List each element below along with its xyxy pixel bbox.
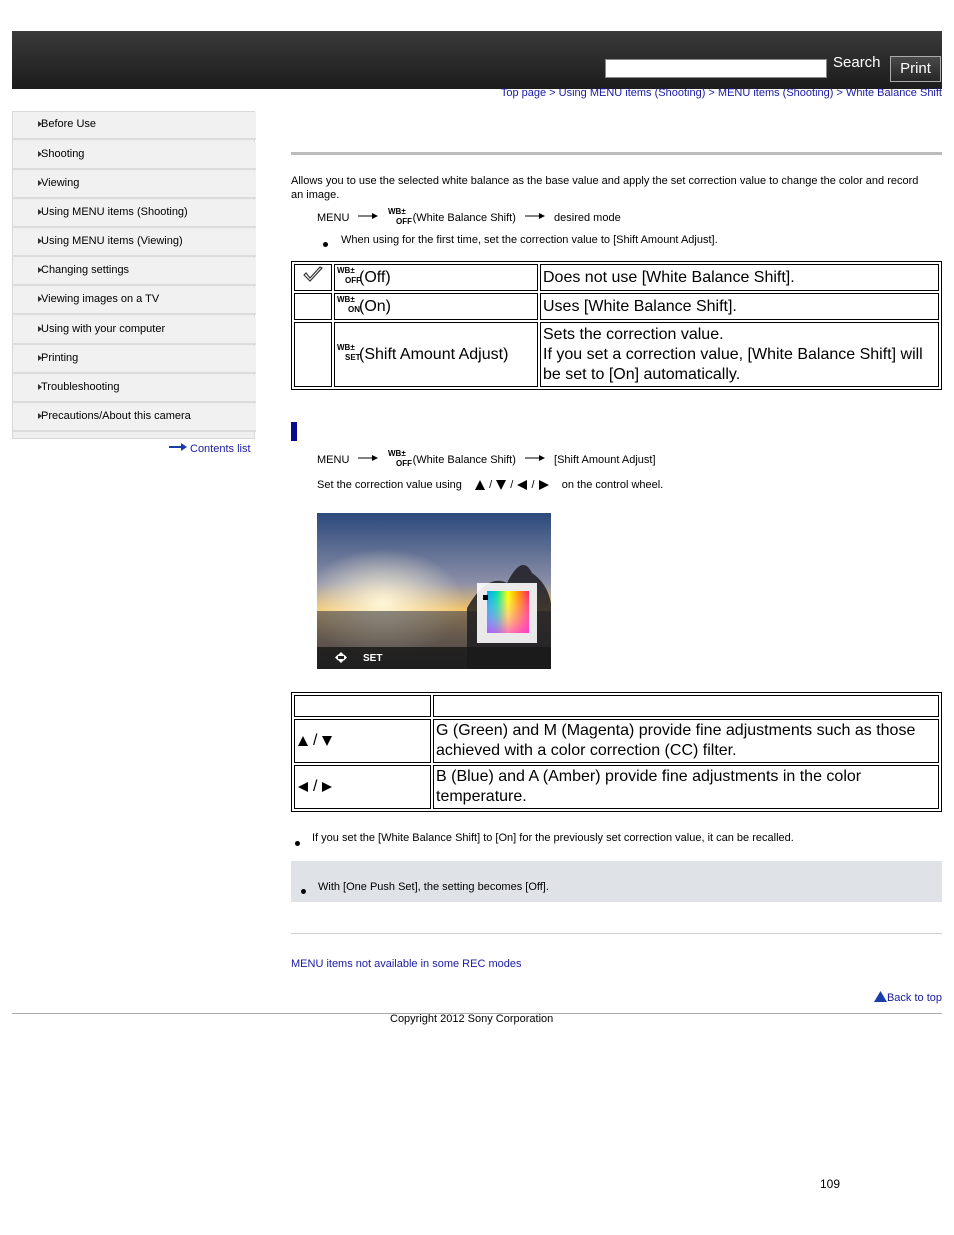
sidebar-item-computer[interactable] (13, 317, 256, 345)
option-label: (Shift Amount Adjust) (359, 345, 509, 363)
table-header-cell (294, 695, 431, 717)
adjust-desc: G (Green) and M (Magenta) provide fine adjustments such as those achieved with a color correction (CC) filter. (433, 719, 939, 763)
table-row (294, 719, 939, 763)
divider (291, 933, 942, 934)
sidebar-item-menu-shooting[interactable] (13, 200, 256, 228)
sidebar-item-label: Precautions/About this camera (41, 410, 191, 422)
checkmark-icon (302, 266, 324, 284)
sidebar-item-label: Shooting (41, 148, 85, 160)
menu-target-label: [Shift Amount Adjust] (554, 453, 656, 466)
table-row (294, 765, 939, 809)
svg-text:OFF: OFF (395, 217, 412, 226)
wb-on-icon (337, 295, 359, 313)
sidebar-item-shooting[interactable] (13, 142, 256, 170)
svg-text:WB±: WB± (337, 266, 355, 276)
sidebar-item-label: Using with your computer (41, 323, 166, 335)
keys-up-down (294, 719, 431, 763)
slash-separator: / (313, 732, 318, 749)
bullet-icon (301, 889, 306, 894)
svg-text:OFF: OFF (395, 459, 412, 468)
adjust-desc: B (Blue) and A (Amber) provide fine adjustments in the color temperature. (433, 765, 939, 809)
intro-text: Allows you to use the selected white balance as the base value and apply the set correction value to change the color and record an image. (291, 175, 919, 201)
checkmark-cell (294, 293, 332, 320)
slash-separator: / (510, 479, 514, 491)
checkmark-cell (294, 264, 332, 291)
bullet-icon (295, 841, 300, 846)
triangle-down-icon (495, 479, 507, 491)
sidebar-item-label: Printing (41, 352, 79, 364)
control-wheel-line (317, 479, 663, 491)
slash-separator: / (313, 778, 318, 795)
checkmark-cell (294, 322, 332, 387)
contents-list-label: Contents list (190, 443, 251, 455)
slash-separator: / (531, 479, 535, 491)
svg-text:ON: ON (348, 305, 360, 315)
sidebar-item-label: Changing settings (41, 264, 130, 276)
contents-list-link[interactable] (169, 443, 251, 455)
menu-path-2 (317, 451, 656, 469)
svg-text:WB±: WB± (387, 207, 406, 216)
breadcrumb-link[interactable]: MENU items (Shooting) (717, 87, 834, 99)
sidebar-item-viewing[interactable] (13, 171, 256, 199)
note-recall: If you set the [White Balance Shift] to [On] for the previously set correction value, it can be recalled. (312, 832, 794, 844)
triangle-up-icon (874, 991, 887, 1002)
sidebar-item-label: Troubleshooting (41, 381, 120, 393)
triangle-left-icon (516, 479, 528, 491)
svg-text:SET: SET (345, 353, 361, 363)
svg-text:OFF: OFF (345, 276, 361, 286)
table-row (294, 293, 939, 320)
copyright: Copyright 2012 Sony Corporation (390, 1013, 554, 1025)
wb-off-icon (388, 449, 410, 467)
screen-set-label: SET (363, 653, 383, 664)
triangle-up-icon (474, 479, 486, 491)
svg-text:WB±: WB± (337, 343, 355, 353)
sidebar-item-changing-settings[interactable] (13, 258, 256, 286)
slash-separator: / (489, 479, 493, 491)
option-desc: Does not use [White Balance Shift]. (540, 264, 939, 291)
search-input[interactable] (605, 59, 827, 78)
menu-target-label: desired mode (554, 211, 621, 224)
sidebar-item-label: Viewing (41, 177, 80, 189)
wb-off-icon (337, 266, 359, 284)
option-desc-line: Sets the correction value. (543, 325, 724, 343)
triangle-up-icon (297, 735, 309, 747)
title-divider (291, 152, 942, 155)
sidebar-item-before-use[interactable] (13, 112, 256, 140)
note-one-push: With [One Push Set], the setting becomes [Off]. (318, 881, 549, 893)
wb-off-icon (388, 207, 410, 225)
svg-text:WB±: WB± (337, 295, 355, 305)
arrow-right-icon (525, 454, 545, 462)
arrow-right-icon (525, 212, 545, 220)
camera-screen-image (317, 513, 551, 669)
control-prefix: Set the correction value using (317, 479, 462, 491)
menu-item-label: (White Balance Shift) (412, 211, 516, 224)
menu-label: MENU (317, 453, 350, 466)
svg-text:WB±: WB± (387, 449, 406, 458)
related-link[interactable]: MENU items not available in some REC modes (291, 958, 522, 970)
sidebar-item-label: Using MENU items (Shooting) (41, 206, 188, 218)
note-first-time: When using for the first time, set the correction value to [Shift Amount Adjust]. (341, 234, 718, 246)
breadcrumb-link[interactable]: Using MENU items (Shooting) (558, 87, 706, 99)
sidebar-item-troubleshooting[interactable] (13, 375, 256, 403)
section-marker (291, 422, 297, 441)
menu-label: MENU (317, 211, 350, 224)
sidebar-nav (12, 111, 255, 439)
options-table (291, 261, 942, 390)
option-cell-on (334, 293, 538, 320)
sidebar-item-label: Before Use (41, 118, 97, 130)
back-to-top-label: Back to top (886, 992, 942, 1004)
back-to-top-link[interactable] (874, 991, 942, 1004)
print-button[interactable]: Print (890, 56, 941, 82)
arrow-right-icon (358, 454, 378, 462)
adjust-table (291, 692, 942, 812)
menu-item-label: (White Balance Shift) (412, 453, 516, 466)
breadcrumb: Top page > Using MENU items (Shooting) > MENU items (Shooting) > White Balance Shift (500, 87, 942, 99)
sidebar-item-menu-viewing[interactable] (13, 229, 256, 257)
menu-path-1 (317, 209, 621, 227)
sidebar-item-precautions[interactable] (13, 404, 256, 432)
table-header-cell (433, 695, 939, 717)
triangle-right-icon (538, 479, 550, 491)
bullet-icon (323, 242, 328, 247)
option-desc (540, 322, 939, 387)
table-row (294, 322, 939, 387)
sidebar-item-label: Using MENU items (Viewing) (41, 235, 183, 247)
control-suffix: on the control wheel. (561, 479, 664, 491)
arrow-right-icon (169, 443, 187, 451)
keys-left-right (294, 765, 431, 809)
triangle-down-icon (321, 735, 333, 747)
arrow-right-icon (358, 212, 378, 220)
option-label: (Off) (359, 268, 391, 286)
table-row (294, 264, 939, 291)
search-button[interactable]: Search (833, 54, 881, 71)
option-cell-set (334, 322, 538, 387)
option-desc: Uses [White Balance Shift]. (540, 293, 939, 320)
option-cell-off (334, 264, 538, 291)
breadcrumb-link[interactable]: White Balance Shift (846, 87, 942, 99)
triangle-left-icon (297, 781, 309, 793)
page-number: 109 (820, 1177, 841, 1191)
option-desc-line: If you set a correction value, [White Balance Shift] will be set to [On] automatically. (543, 345, 923, 383)
wb-set-icon (337, 343, 359, 361)
breadcrumb-link[interactable]: Top page (500, 87, 547, 99)
sidebar-item-printing[interactable] (13, 346, 256, 374)
sidebar-item-label: Viewing images on a TV (41, 293, 160, 305)
table-header-row (294, 695, 939, 717)
sidebar-item-tv[interactable] (13, 287, 256, 315)
triangle-right-icon (321, 781, 333, 793)
option-label: (On) (359, 297, 391, 315)
